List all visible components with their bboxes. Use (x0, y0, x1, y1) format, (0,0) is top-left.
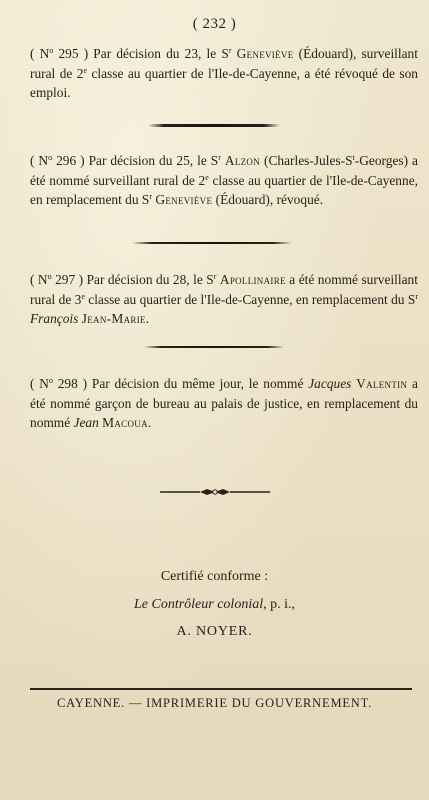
footer-rule (30, 688, 412, 690)
signatory-name: A. NOYER. (176, 624, 253, 639)
entry-text: 297 ) Par décision du 28, le S (55, 272, 214, 287)
separator-rule (132, 242, 292, 244)
entry-text: 296 ) Par décision du 25, le S (56, 153, 219, 168)
entry-296 (30, 151, 418, 210)
person-name: Apollinaire (219, 272, 286, 287)
separator-rule (148, 124, 280, 127)
superscript: e (205, 172, 209, 182)
entry-297 (30, 270, 418, 329)
signatory-title (0, 597, 429, 613)
person-name: Alzon (224, 153, 261, 168)
entry-text: a été nommé surveillant rural de 3 (30, 272, 418, 307)
entry-text: (Édouard), révoqué. (215, 192, 324, 207)
entry-text: 295 ) Par décision du 23, le S (58, 46, 229, 61)
entry-text: -Georges) a été nommé surveillant rural de 2 (30, 153, 418, 188)
superscript: o (48, 376, 53, 385)
entry-text: a été nommé garçon de bureau au palais de justice, en remplacement du nommé (30, 376, 418, 430)
superscript: o (48, 153, 53, 162)
entry-298 (30, 374, 418, 433)
signatory-role: Le Contrôleur colonial, (133, 597, 267, 612)
certification-line: Certifié conforme : (160, 569, 269, 584)
entry-text: classe au quartier de l'Ile-de-Cayenne, en remplacement du S (88, 291, 416, 307)
first-name: François (30, 311, 79, 326)
superscript: e (83, 65, 88, 75)
entry-text: (Édouard), surveillant rural de 2 (30, 46, 418, 81)
superscript: r (149, 192, 153, 201)
superscript: t (352, 153, 355, 162)
superscript: r (218, 153, 221, 162)
person-name: Jean-Marie. (81, 311, 150, 326)
person-name: Geneviève (236, 46, 294, 61)
superscript: r (213, 272, 217, 281)
entry-text: 298 ) Par décision du même jour, le nommé (57, 376, 304, 391)
entry-text: (Charles-Jules-S (264, 153, 353, 168)
ornament-rule (160, 487, 270, 497)
person-name: Macoua. (102, 415, 152, 430)
entry-number-prefix: ( N (30, 153, 49, 168)
superscript: o (49, 46, 54, 55)
separator-rule (144, 346, 284, 348)
superscript: e (81, 291, 85, 301)
superscript: r (415, 291, 418, 301)
entry-number-prefix: ( N (30, 272, 48, 287)
entry-text: classe au quartier de l'Ile-de-Cayenne, a été révoqué de son emploi. (30, 65, 418, 100)
entry-number-prefix: ( N (30, 376, 49, 391)
entry-number-prefix: ( N (30, 46, 50, 61)
superscript: r (228, 46, 232, 55)
first-name: Jean (73, 415, 99, 430)
page-number: ( 232 ) (192, 16, 237, 32)
signatory-note: p. i., (270, 597, 295, 612)
person-name: Valentin (356, 376, 408, 391)
printer-imprint: CAYENNE. — IMPRIMERIE DU GOUVERNEMENT. (56, 696, 373, 710)
entry-text: classe au quartier de l'Ile-de-Cayenne, en remplacement du S (30, 172, 418, 207)
superscript: o (47, 272, 52, 281)
person-name: Geneviève (155, 192, 213, 207)
first-name: Jacques (308, 376, 352, 391)
entry-295 (30, 44, 418, 103)
